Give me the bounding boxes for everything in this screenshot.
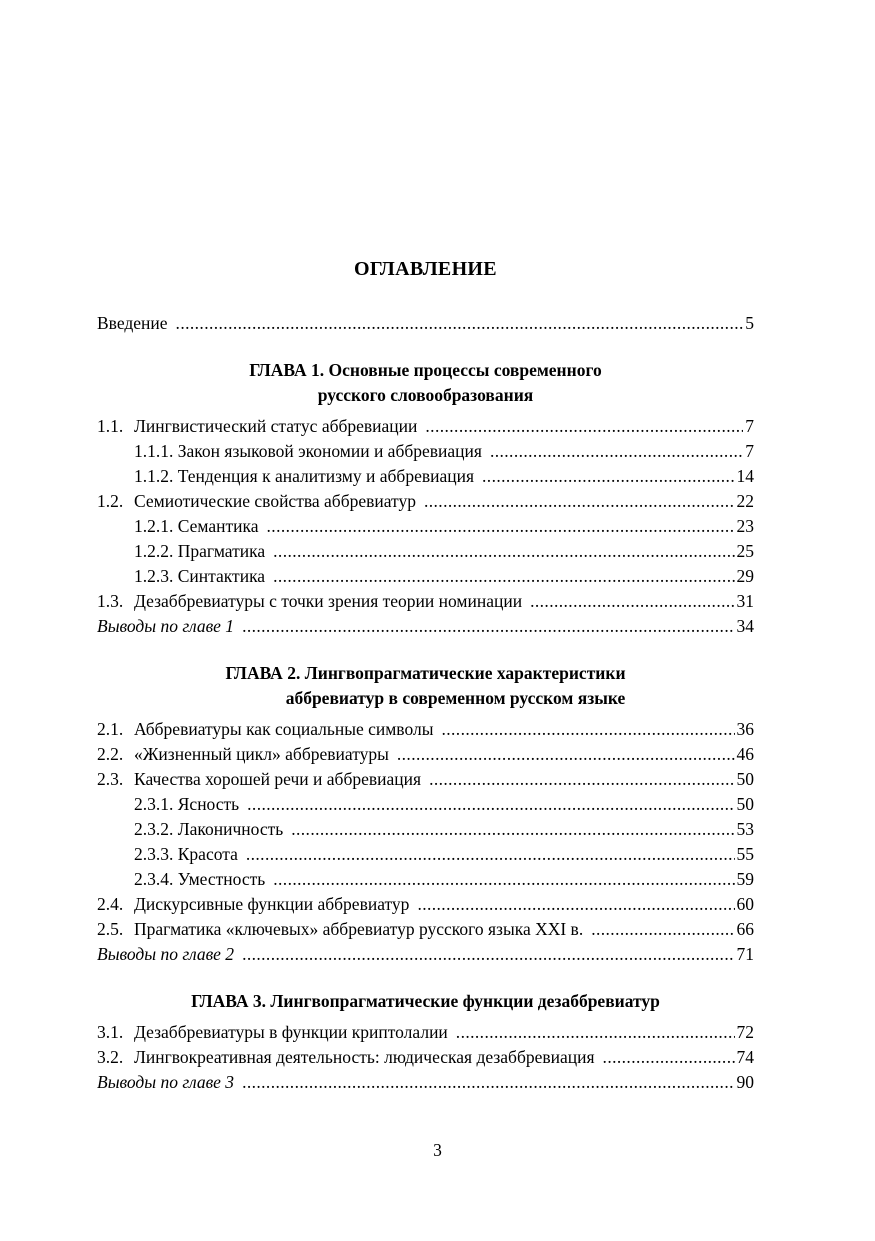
leader-dots (397, 742, 735, 767)
toc-entry-number: 2.3. (97, 769, 124, 789)
toc-entry-page: 22 (736, 491, 754, 511)
toc-entry-page: 31 (736, 591, 754, 611)
toc-entry-label: Введение (97, 313, 168, 333)
toc-entry (97, 1020, 754, 1045)
chapter-heading-line: аббревиатур в современном русском языке (285, 688, 626, 708)
leader-dots (425, 414, 743, 439)
toc-entry (97, 917, 754, 942)
toc-entry-conclusions (97, 614, 754, 639)
toc-entry (97, 842, 754, 867)
toc-entry (97, 867, 754, 892)
toc-entry (97, 792, 754, 817)
toc-entry-label: Лингвокреативная деятельность: людическая дезаббревиация (134, 1047, 595, 1067)
leader-dots (273, 867, 734, 892)
toc-entry-page: 46 (736, 744, 754, 764)
toc-entry-label: Красота (177, 844, 238, 864)
leader-dots (242, 1070, 734, 1095)
toc-entry-number: 2.3.1. (134, 794, 174, 814)
toc-entry-number: 2.1. (97, 719, 124, 739)
leader-dots (273, 539, 734, 564)
toc-entry (97, 1045, 754, 1070)
toc-entry-number: 1.1.2. (134, 466, 174, 486)
leader-dots (291, 817, 734, 842)
chapter-heading-line: ГЛАВА 3. Лингвопрагматические функции дезаббревиатур (191, 991, 660, 1011)
leader-dots (417, 892, 734, 917)
leader-dots (242, 614, 734, 639)
leader-dots (246, 842, 735, 867)
toc-entry-label: Дезаббревиатуры в функции криптолалии (134, 1022, 448, 1042)
toc-entry-page: 74 (736, 1047, 754, 1067)
toc-entry-number: 1.2.3. (134, 566, 174, 586)
toc-entry-number: 2.4. (97, 894, 124, 914)
toc-entry-page: 59 (736, 869, 754, 889)
table-of-contents (97, 255, 754, 1095)
toc-entry-label: Прагматика «ключевых» аббревиатур русского языка XXI в. (134, 919, 584, 939)
toc-entry-page: 55 (736, 844, 754, 864)
toc-entry-label: Закон языковой экономии и аббревиация (177, 441, 482, 461)
chapter-2-heading (97, 661, 754, 711)
toc-entry-label: Качества хорошей речи и аббревиация (134, 769, 422, 789)
toc-entry-number: 1.2. (97, 491, 124, 511)
toc-entry-label: Тенденция к аналитизму и аббревиация (177, 466, 475, 486)
toc-entry-label: Аббревиатуры как социальные символы (134, 719, 434, 739)
toc-entry (97, 464, 754, 489)
toc-entry-label: Лаконичность (177, 819, 284, 839)
toc-title: ОГЛАВЛЕНИЕ (354, 258, 497, 280)
toc-entry-page: 36 (736, 719, 754, 739)
toc-entry-label: Дискурсивные функции аббревиатур (134, 894, 410, 914)
toc-entry-page: 25 (736, 541, 754, 561)
toc-entry (97, 439, 754, 464)
toc-entry-number: 2.3.2. (134, 819, 174, 839)
toc-entry-label: «Жизненный цикл» аббревиатуры (134, 744, 389, 764)
toc-entry-page: 5 (745, 313, 754, 333)
toc-entry-label: Выводы по главе 2 (97, 944, 235, 964)
toc-entry-page: 7 (745, 416, 754, 436)
leader-dots (424, 489, 735, 514)
toc-entry (97, 717, 754, 742)
toc-entry-label: Ясность (177, 794, 240, 814)
toc-entry-page: 23 (736, 516, 754, 536)
toc-entry-label: Уместность (177, 869, 266, 889)
toc-entry-number: 1.3. (97, 591, 124, 611)
chapter-1-heading (97, 358, 754, 408)
toc-entry-page: 50 (736, 769, 754, 789)
toc-entry (97, 892, 754, 917)
leader-dots (456, 1020, 735, 1045)
toc-entry-label: Дезаббревиатуры с точки зрения теории номинации (134, 591, 523, 611)
toc-entry-page: 34 (736, 616, 754, 636)
leader-dots (267, 514, 735, 539)
chapter-heading-line: русского словообразования (317, 385, 534, 405)
toc-entry (97, 589, 754, 614)
leader-dots (247, 792, 734, 817)
toc-entry (97, 742, 754, 767)
toc-entry-number: 1.2.1. (134, 516, 174, 536)
toc-entry (97, 767, 754, 792)
toc-entry-label: Выводы по главе 3 (97, 1072, 235, 1092)
toc-entry-page: 7 (745, 441, 754, 461)
toc-entry-number: 1.1.1. (134, 441, 174, 461)
chapter-heading-line: ГЛАВА 1. Основные процессы современного (249, 360, 602, 380)
leader-dots (441, 717, 734, 742)
toc-entry-page: 53 (736, 819, 754, 839)
leader-dots (273, 564, 734, 589)
toc-entry-label: Синтактика (177, 566, 266, 586)
leader-dots (482, 464, 734, 489)
toc-entry-label: Семиотические свойства аббревиатур (134, 491, 416, 511)
toc-entry-page: 72 (736, 1022, 754, 1042)
toc-entry-page: 60 (736, 894, 754, 914)
toc-entry-page: 66 (736, 919, 754, 939)
toc-entry-number: 2.5. (97, 919, 124, 939)
toc-entry-number: 2.3.3. (134, 844, 174, 864)
toc-entry-intro (97, 311, 754, 336)
leader-dots (530, 589, 734, 614)
toc-entry-conclusions (97, 942, 754, 967)
toc-entry (97, 489, 754, 514)
leader-dots (603, 1045, 735, 1070)
toc-entry-conclusions (97, 1070, 754, 1095)
chapter-heading-line: ГЛАВА 2. Лингвопрагматические характеристики (225, 663, 626, 683)
toc-entry-page: 14 (736, 466, 754, 486)
leader-dots (242, 942, 734, 967)
toc-entry-page: 50 (736, 794, 754, 814)
page-number: 3 (433, 1140, 442, 1160)
toc-entry (97, 539, 754, 564)
toc-entry (97, 414, 754, 439)
toc-entry-number: 3.1. (97, 1022, 124, 1042)
toc-entry-label: Семантика (177, 516, 259, 536)
leader-dots (591, 917, 734, 942)
toc-entry-page: 90 (736, 1072, 754, 1092)
toc-entry (97, 817, 754, 842)
toc-entry-number: 2.3.4. (134, 869, 174, 889)
leader-dots (490, 439, 743, 464)
toc-entry-number: 1.1. (97, 416, 124, 436)
toc-entry-number: 1.2.2. (134, 541, 174, 561)
toc-entry-label: Лингвистический статус аббревиации (134, 416, 418, 436)
chapter-3-heading (97, 989, 754, 1014)
leader-dots (176, 311, 744, 336)
toc-entry-number: 2.2. (97, 744, 124, 764)
toc-entry-page: 71 (736, 944, 754, 964)
toc-entry-number: 3.2. (97, 1047, 124, 1067)
leader-dots (429, 767, 734, 792)
toc-entry-label: Выводы по главе 1 (97, 616, 235, 636)
toc-entry-label: Прагматика (177, 541, 266, 561)
toc-entry (97, 514, 754, 539)
toc-entry-page: 29 (736, 566, 754, 586)
toc-entry (97, 564, 754, 589)
